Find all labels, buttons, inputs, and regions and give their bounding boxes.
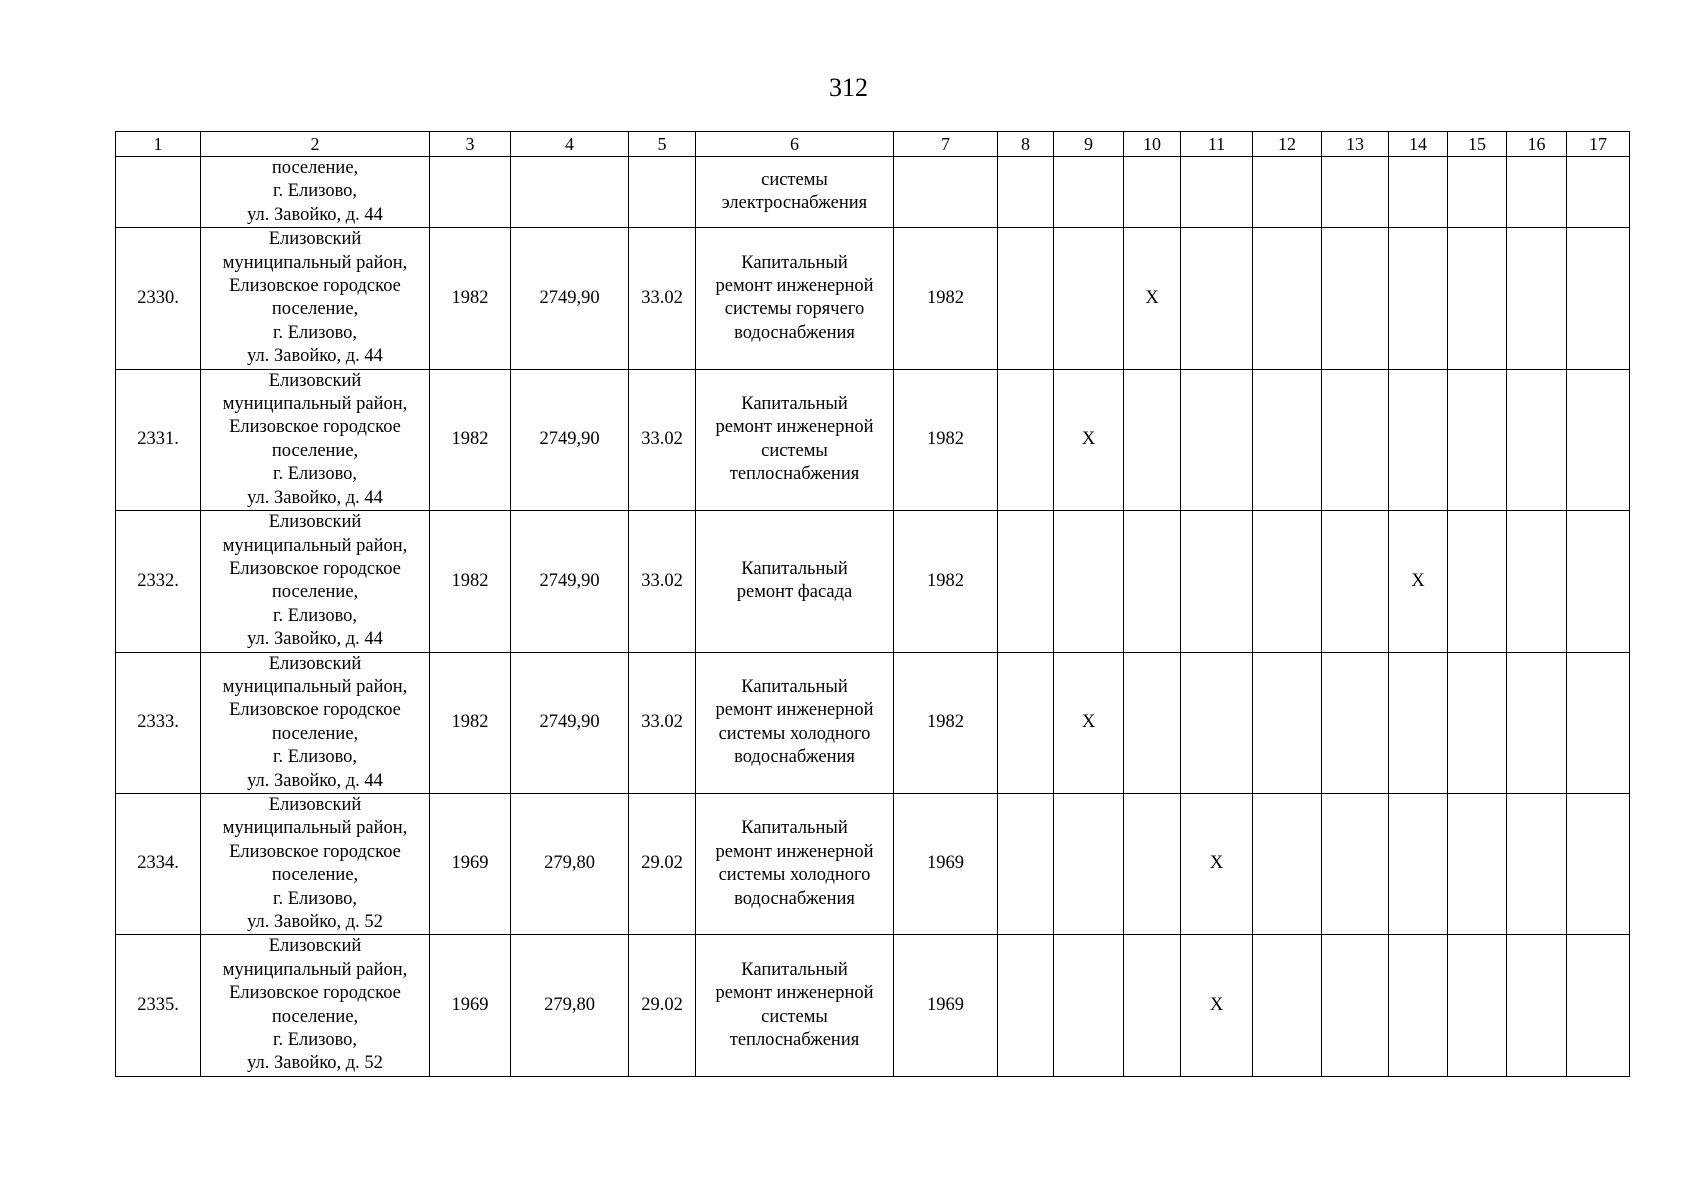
cell-wear: 29.02 (629, 935, 696, 1076)
cell-mark (1181, 652, 1253, 793)
work-line: Капитальный (741, 818, 848, 839)
cell-last-repair: 1982 (894, 652, 998, 793)
cell-mark (1054, 793, 1124, 934)
cell-mark (998, 793, 1054, 934)
work-line: ремонт инженерной (715, 983, 874, 1004)
table-row (116, 652, 1630, 793)
cell-work (696, 157, 894, 228)
work-line: теплоснабжения (729, 464, 860, 485)
address-line: г. Елизово, (272, 181, 358, 202)
cell-mark (1389, 652, 1448, 793)
cell-year-built (430, 157, 511, 228)
cell-mark (1389, 157, 1448, 228)
table-row (116, 511, 1630, 652)
work-line: системы (761, 169, 828, 190)
cell-mark (1322, 652, 1389, 793)
cell-mark (1389, 935, 1448, 1076)
address-line: ул. Завойко, д. 52 (247, 912, 383, 932)
cell-mark (1322, 157, 1389, 228)
table-row (116, 228, 1630, 369)
address-line: Елизовский (268, 794, 362, 815)
cell-mark (1448, 935, 1507, 1076)
cell-mark (1507, 652, 1567, 793)
cell-area: 2749,90 (511, 652, 629, 793)
cell-wear: 33.02 (629, 511, 696, 652)
work-line: Капитальный (741, 558, 848, 579)
cell-mark (1389, 369, 1448, 510)
address-line: ул. Завойко, д. 44 (247, 346, 383, 367)
address-line: г. Елизово, (272, 1030, 358, 1051)
cell-mark (1253, 935, 1322, 1076)
address-line: поселение, (271, 299, 359, 320)
cell-mark (1567, 369, 1630, 510)
cell-mark (1124, 935, 1181, 1076)
cell-mark (1124, 157, 1181, 228)
address-line: г. Елизово, (272, 322, 358, 343)
work-line: Капитальный (741, 252, 848, 273)
cell-work (696, 935, 894, 1076)
cell-mark (1448, 511, 1507, 652)
column-number: 17 (1567, 132, 1630, 157)
cell-mark (1322, 511, 1389, 652)
column-number: 16 (1507, 132, 1567, 157)
address-line: Елизовское городское (229, 558, 401, 579)
address-line: Елизовский (268, 229, 362, 250)
table-row (116, 935, 1630, 1076)
cell-mark (1253, 511, 1322, 652)
cell-mark (1322, 793, 1389, 934)
column-number: 10 (1124, 132, 1181, 157)
address-line: муниципальный район, (222, 959, 408, 980)
cell-mark: X (1181, 935, 1253, 1076)
cell-mark (1181, 369, 1253, 510)
address-line: Елизовское городское (229, 700, 401, 721)
work-line: теплоснабжения (729, 1030, 860, 1051)
column-number: 7 (894, 132, 998, 157)
cell-mark (1567, 793, 1630, 934)
cell-year-built: 1982 (430, 652, 511, 793)
cell-year-built: 1982 (430, 228, 511, 369)
cell-wear: 33.02 (629, 228, 696, 369)
work-line: Капитальный (741, 676, 848, 697)
table-row (116, 369, 1630, 510)
work-line: ремонт инженерной (715, 841, 874, 862)
cell-mark (1124, 652, 1181, 793)
cell-mark (998, 228, 1054, 369)
cell-mark (998, 652, 1054, 793)
cell-mark (1507, 793, 1567, 934)
address-line: муниципальный район, (222, 818, 408, 839)
address-line: ул. Завойко, д. 44 (247, 629, 383, 650)
cell-num (116, 157, 201, 228)
address-line: Елизовский (268, 512, 362, 533)
column-number: 3 (430, 132, 511, 157)
work-line: водоснабжения (734, 747, 855, 768)
cell-wear: 33.02 (629, 652, 696, 793)
cell-last-repair: 1982 (894, 228, 998, 369)
work-line: системы холодного (718, 865, 871, 886)
cell-address (201, 228, 430, 369)
cell-address (201, 652, 430, 793)
cell-address (201, 793, 430, 934)
cell-address (201, 935, 430, 1076)
cell-mark (1448, 157, 1507, 228)
address-line: ул. Завойко, д. 44 (247, 487, 383, 508)
repair-registry-table (115, 131, 1630, 1077)
cell-mark (1448, 369, 1507, 510)
cell-mark (1507, 935, 1567, 1076)
table-row (116, 793, 1630, 934)
cell-mark (1448, 793, 1507, 934)
cell-mark: X (1389, 511, 1448, 652)
cell-mark (1507, 228, 1567, 369)
cell-area (511, 157, 629, 228)
cell-mark (1124, 369, 1181, 510)
address-line: муниципальный район, (222, 394, 408, 415)
cell-num: 2331. (116, 369, 201, 510)
cell-year-built: 1982 (430, 369, 511, 510)
cell-work (696, 228, 894, 369)
work-line: водоснабжения (734, 888, 855, 909)
work-line: системы горячего (724, 299, 865, 320)
cell-wear: 29.02 (629, 793, 696, 934)
cell-mark (1253, 157, 1322, 228)
cell-mark (1567, 935, 1630, 1076)
cell-mark (1567, 157, 1630, 228)
address-line: поселение, (271, 865, 359, 886)
work-line: системы (761, 1006, 828, 1027)
cell-mark (1322, 935, 1389, 1076)
cell-num: 2333. (116, 652, 201, 793)
cell-num: 2334. (116, 793, 201, 934)
cell-mark (1181, 511, 1253, 652)
address-line: г. Елизово, (272, 747, 358, 768)
address-line: Елизовский (268, 370, 362, 391)
cell-mark: X (1181, 793, 1253, 934)
cell-mark (1507, 511, 1567, 652)
cell-mark (1181, 157, 1253, 228)
work-line: водоснабжения (734, 322, 855, 343)
cell-mark (1322, 228, 1389, 369)
continuation-row (116, 157, 1630, 228)
work-line: системы холодного (718, 723, 871, 744)
cell-mark (1253, 793, 1322, 934)
cell-mark (998, 157, 1054, 228)
cell-mark (1054, 935, 1124, 1076)
work-line: ремонт инженерной (715, 276, 874, 297)
address-line: Елизовское городское (229, 983, 401, 1004)
cell-address (201, 511, 430, 652)
column-number: 13 (1322, 132, 1389, 157)
address-line: Елизовское городское (229, 841, 401, 862)
cell-area: 279,80 (511, 793, 629, 934)
address-line: ул. Завойко, д. 44 (247, 770, 383, 791)
cell-num: 2335. (116, 935, 201, 1076)
cell-mark (1567, 652, 1630, 793)
address-line: поселение, (271, 1006, 359, 1027)
work-line: Капитальный (741, 959, 848, 980)
address-line: ул. Завойко, д. 44 (247, 204, 383, 225)
column-number-row (116, 132, 1630, 157)
cell-address (201, 369, 430, 510)
address-line: поселение, (271, 723, 359, 744)
cell-year-built: 1982 (430, 511, 511, 652)
cell-last-repair (894, 157, 998, 228)
column-number: 6 (696, 132, 894, 157)
cell-area: 2749,90 (511, 228, 629, 369)
cell-address (201, 157, 430, 228)
column-number: 12 (1253, 132, 1322, 157)
column-number: 4 (511, 132, 629, 157)
cell-mark: X (1054, 652, 1124, 793)
page-number: 312 (829, 73, 868, 102)
cell-mark (1253, 652, 1322, 793)
cell-mark (1181, 228, 1253, 369)
column-number: 9 (1054, 132, 1124, 157)
cell-mark: X (1054, 369, 1124, 510)
cell-mark (1124, 793, 1181, 934)
column-number: 1 (116, 132, 201, 157)
cell-work (696, 793, 894, 934)
cell-area: 2749,90 (511, 511, 629, 652)
cell-wear: 33.02 (629, 369, 696, 510)
address-line: муниципальный район, (222, 535, 408, 556)
cell-wear (629, 157, 696, 228)
column-number: 11 (1181, 132, 1253, 157)
address-line: Елизовский (268, 653, 362, 674)
cell-year-built: 1969 (430, 793, 511, 934)
cell-mark (1322, 369, 1389, 510)
cell-mark (1507, 369, 1567, 510)
cell-mark (1389, 793, 1448, 934)
cell-mark (1507, 157, 1567, 228)
cell-num: 2332. (116, 511, 201, 652)
cell-mark (998, 369, 1054, 510)
work-line: Капитальный (741, 394, 848, 415)
cell-mark: X (1124, 228, 1181, 369)
column-number: 15 (1448, 132, 1507, 157)
address-line: поселение, (271, 582, 359, 603)
address-line: муниципальный район, (222, 676, 408, 697)
cell-mark (1124, 511, 1181, 652)
cell-last-repair: 1969 (894, 935, 998, 1076)
address-line: г. Елизово, (272, 464, 358, 485)
cell-work (696, 369, 894, 510)
cell-mark (1253, 369, 1322, 510)
column-number: 14 (1389, 132, 1448, 157)
cell-work (696, 511, 894, 652)
cell-mark (1567, 511, 1630, 652)
address-line: поселение, (271, 158, 359, 178)
address-line: поселение, (271, 440, 359, 461)
cell-last-repair: 1982 (894, 369, 998, 510)
work-line: ремонт инженерной (715, 417, 874, 438)
address-line: г. Елизово, (272, 888, 358, 909)
address-line: ул. Завойко, д. 52 (247, 1053, 383, 1074)
cell-last-repair: 1969 (894, 793, 998, 934)
address-line: Елизовское городское (229, 276, 401, 297)
cell-mark (1054, 228, 1124, 369)
work-line: системы (761, 440, 828, 461)
cell-mark (1448, 228, 1507, 369)
cell-mark (998, 511, 1054, 652)
cell-mark (1389, 228, 1448, 369)
address-line: Елизовский (268, 936, 362, 957)
address-line: муниципальный район, (222, 252, 408, 273)
cell-area: 2749,90 (511, 369, 629, 510)
work-line: ремонт инженерной (715, 700, 874, 721)
work-line: ремонт фасада (736, 582, 853, 603)
cell-area: 279,80 (511, 935, 629, 1076)
cell-mark (1567, 228, 1630, 369)
column-number: 8 (998, 132, 1054, 157)
cell-mark (1253, 228, 1322, 369)
cell-year-built: 1969 (430, 935, 511, 1076)
cell-num: 2330. (116, 228, 201, 369)
cell-mark (1054, 511, 1124, 652)
address-line: г. Елизово, (272, 605, 358, 626)
column-number: 2 (201, 132, 430, 157)
cell-mark (998, 935, 1054, 1076)
cell-mark (1448, 652, 1507, 793)
work-line: электроснабжения (721, 193, 868, 214)
cell-mark (1054, 157, 1124, 228)
cell-work (696, 652, 894, 793)
cell-last-repair: 1982 (894, 511, 998, 652)
column-number: 5 (629, 132, 696, 157)
address-line: Елизовское городское (229, 417, 401, 438)
